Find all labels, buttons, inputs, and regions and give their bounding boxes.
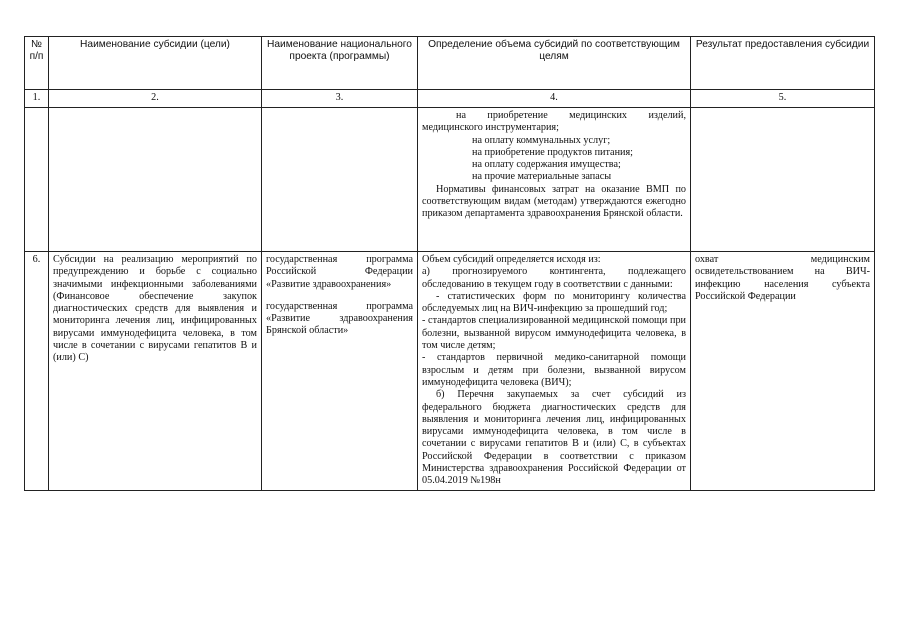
empty-cell — [25, 108, 49, 252]
header-volume: Определение объема субсидий по соответствующим целям — [418, 37, 691, 90]
header-row — [25, 37, 875, 90]
column-number: 5. — [691, 90, 875, 108]
header-result: Результат предоставления субсидии — [691, 37, 875, 90]
row-num: 6. — [25, 252, 49, 491]
volume-a: а) прогнозируемого контингента, подлежащего обследованию в текущем году в соответствии с данными: — [422, 266, 686, 290]
program-cell — [262, 252, 418, 491]
volume-intro: Объем субсидий определяется исходя из: — [422, 254, 601, 265]
program-regional: государственная программа «Развитие здравоохранения Брянской области» — [266, 300, 413, 337]
empty-cell — [691, 108, 875, 252]
volume-b: б) Перечня закупаемых за счет субсидий из федерального бюджета диагностических средств для выявления и мониторинга лечения лиц, инфицированных вирусами иммунодефицита человека, в том числе в сочетании с вирусами гепатитов В и (или) С, в субъектах Российской Федерации в соответствии с приказом Министерства здравоохранения Российской Федерации от 05.04.2019 №198н — [422, 389, 686, 487]
empty-cell — [49, 108, 262, 252]
column-number: 3. — [262, 90, 418, 108]
header-num: № п/п — [25, 37, 49, 90]
program-federal: государственная программа Российской Федерации «Развитие здравоохранения» — [266, 254, 413, 290]
column-number: 2. — [49, 90, 262, 108]
header-name: Наименование субсидии (цели) — [49, 37, 262, 90]
subsidy-name: Субсидии на реализацию мероприятий по предупреждению и борьбе с социально значимыми инфекционными заболеваниями (Финансовое обеспечение закупок диагностических средств для выявления и мониторинга лечения лиц, инфицированных вирусами иммунодефицита человека, в том числе в сочетании с вирусами гепатитов В и (или) С) — [49, 252, 262, 491]
result-cell: охват медицинским освидетельствованием на ВИЧ-инфекцию населения субъекта Российской Федерации — [691, 252, 875, 491]
list-item: на оплату содержания имущества; — [472, 159, 621, 171]
list-item: на прочие материальные запасы — [472, 171, 612, 183]
continued-volume-cell — [418, 108, 691, 252]
table-row — [25, 252, 875, 491]
list-item: на приобретение медицинских изделий, медицинского инструментария; — [422, 110, 686, 134]
header-project: Наименование национального проекта (программы) — [262, 37, 418, 90]
volume-a3: - стандартов первичной медико-санитарной помощи взрослым и детям при болезни, вызванной вирусом иммунодефицита человека (ВИЧ); — [422, 352, 686, 388]
volume-a1: - статистических форм по мониторингу количества обследуемых лиц на ВИЧ-инфекцию за прошедший год; — [422, 290, 686, 315]
volume-cell — [418, 252, 691, 491]
column-number: 1. — [25, 90, 49, 108]
list-item: на приобретение продуктов питания; — [472, 146, 633, 158]
volume-a2: - стандартов специализированной медицинской помощи при болезни, вызванной вирусом иммунодефицита человека, в том числе детям; — [422, 315, 686, 352]
column-number: 4. — [418, 90, 691, 108]
column-numbers-row — [25, 90, 875, 108]
empty-cell — [262, 108, 418, 252]
continued-row — [25, 108, 875, 252]
subsidy-table — [24, 36, 875, 491]
norms-text: Нормативы финансовых затрат на оказание ВМП по соответствующим видам (методам) утверждаются ежегодно приказом департамента здравоохранения Брянской области. — [422, 183, 686, 220]
list-item: на оплату коммунальных услуг; — [472, 134, 611, 146]
